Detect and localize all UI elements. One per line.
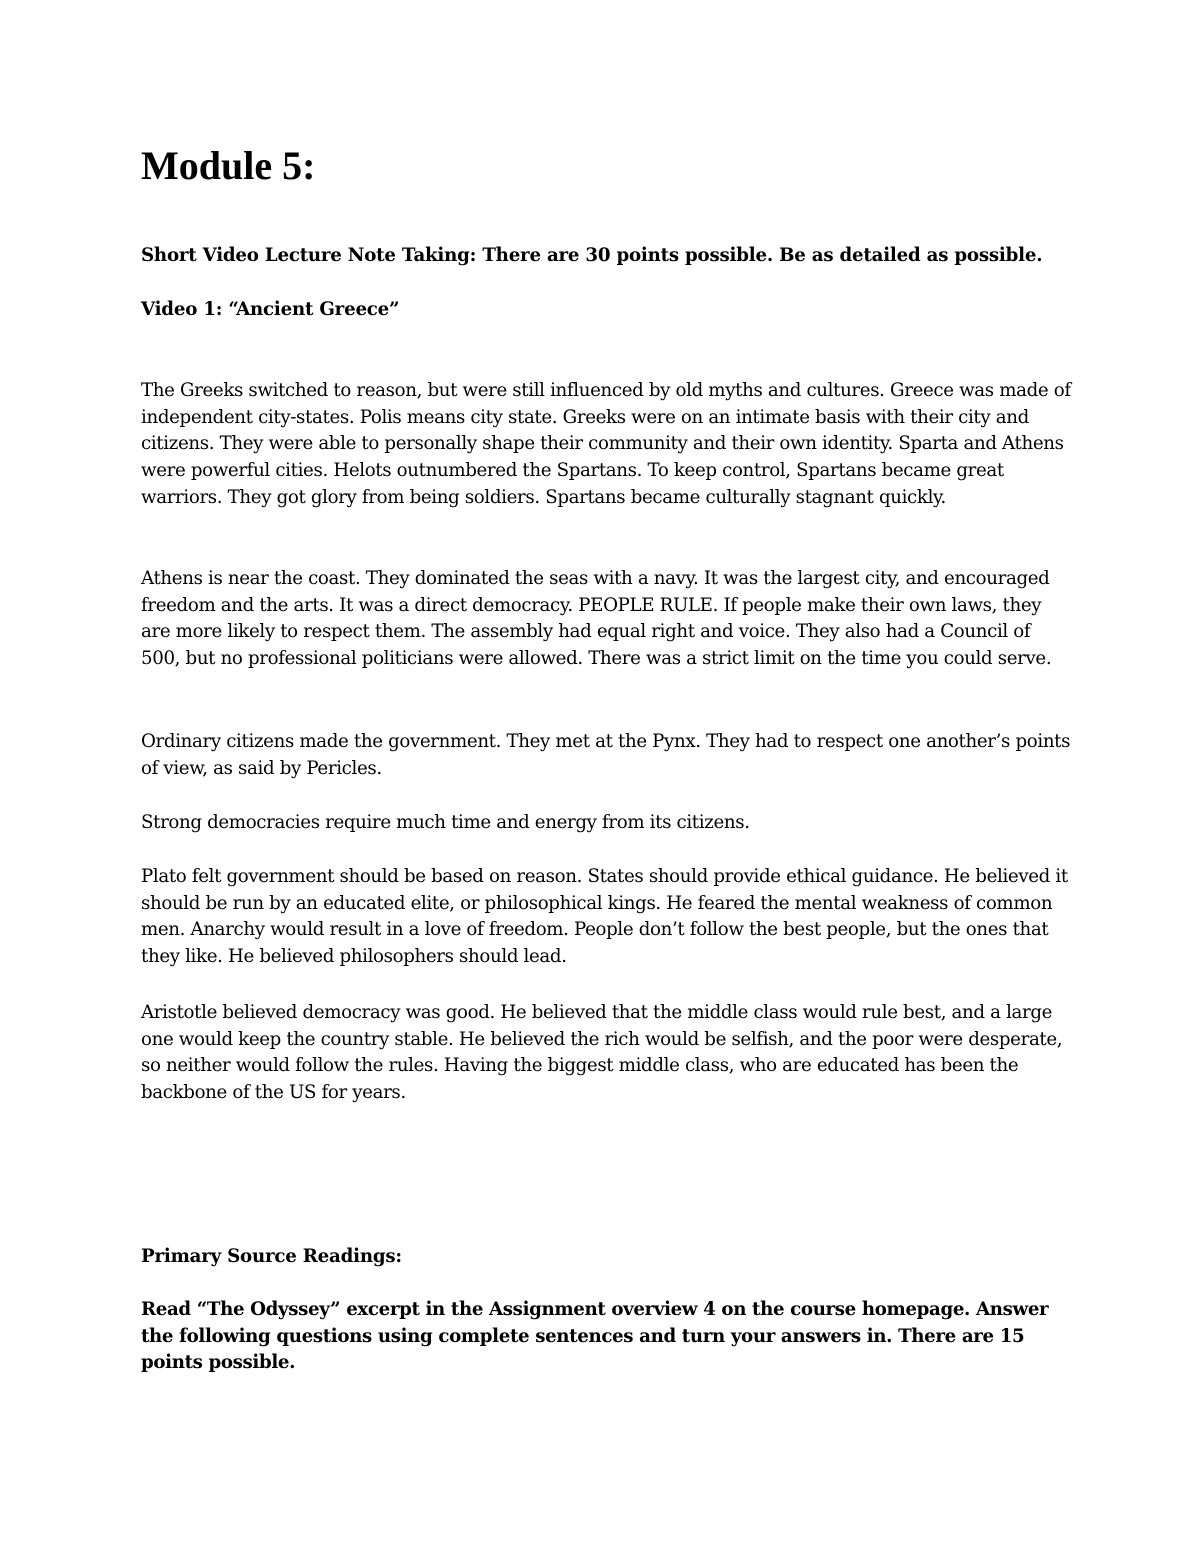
primary-source-instructions: Read “The Odyssey” excerpt in the Assignment overview 4 on the course homepage. Answer the following questions using complete sentences and turn your answers in. There are 15 points possible. <box>141 1299 1049 1374</box>
paragraph-ordinary-citizens: Ordinary citizens made the government. They met at the Pynx. They had to respect one another’s points of view, as said by Pericles. <box>141 731 1071 779</box>
paragraph-strong-democracies: Strong democracies require much time and energy from its citizens. <box>141 812 750 833</box>
video-heading: Video 1: “Ancient Greece” <box>141 299 400 320</box>
primary-source-heading: Primary Source Readings: <box>141 1246 402 1267</box>
paragraph-plato: Plato felt government should be based on reason. States should provide ethical guidance. He believed it should be run by an educated elite, or philosophical kings. He feared the mental weakness of common men. Anarchy would result in a love of freedom. People don’t follow the best people, but the ones that they like. He believed philosophers should lead. <box>141 866 1068 968</box>
paragraph-athens: Athens is near the coast. They dominated the seas with a navy. It was the largest city, and encouraged freedom and the arts. It was a direct democracy. PEOPLE RULE. If people make their own laws, they are more likely to respect them. The assembly had equal right and voice. They also had a Council of 500, but no professional politicians were allowed. There was a strict limit on the time you could serve. <box>141 568 1052 670</box>
page-title: Module 5: <box>141 143 316 188</box>
instructions-heading: Short Video Lecture Note Taking: There are 30 points possible. Be as detailed as possible. <box>141 245 1043 266</box>
paragraph-greeks: The Greeks switched to reason, but were still influenced by old myths and cultures. Greece was made of independent city-states. Polis means city state. Greeks were on an intimate basis with their city and citizens. They were able to personally shape their community and their own identity. Sparta and Athens were powerful cities. Helots outnumbered the Spartans. To keep control, Spartans became great warriors. They got glory from being soldiers. Spartans became culturally stagnant quickly. <box>141 380 1071 508</box>
paragraph-aristotle: Aristotle believed democracy was good. He believed that the middle class would rule best, and a large one would keep the country stable. He believed the rich would be selfish, and the poor were desperate, so neither would follow the rules. Having the biggest middle class, who are educated has been the backbone of the US for years. <box>141 1002 1063 1104</box>
